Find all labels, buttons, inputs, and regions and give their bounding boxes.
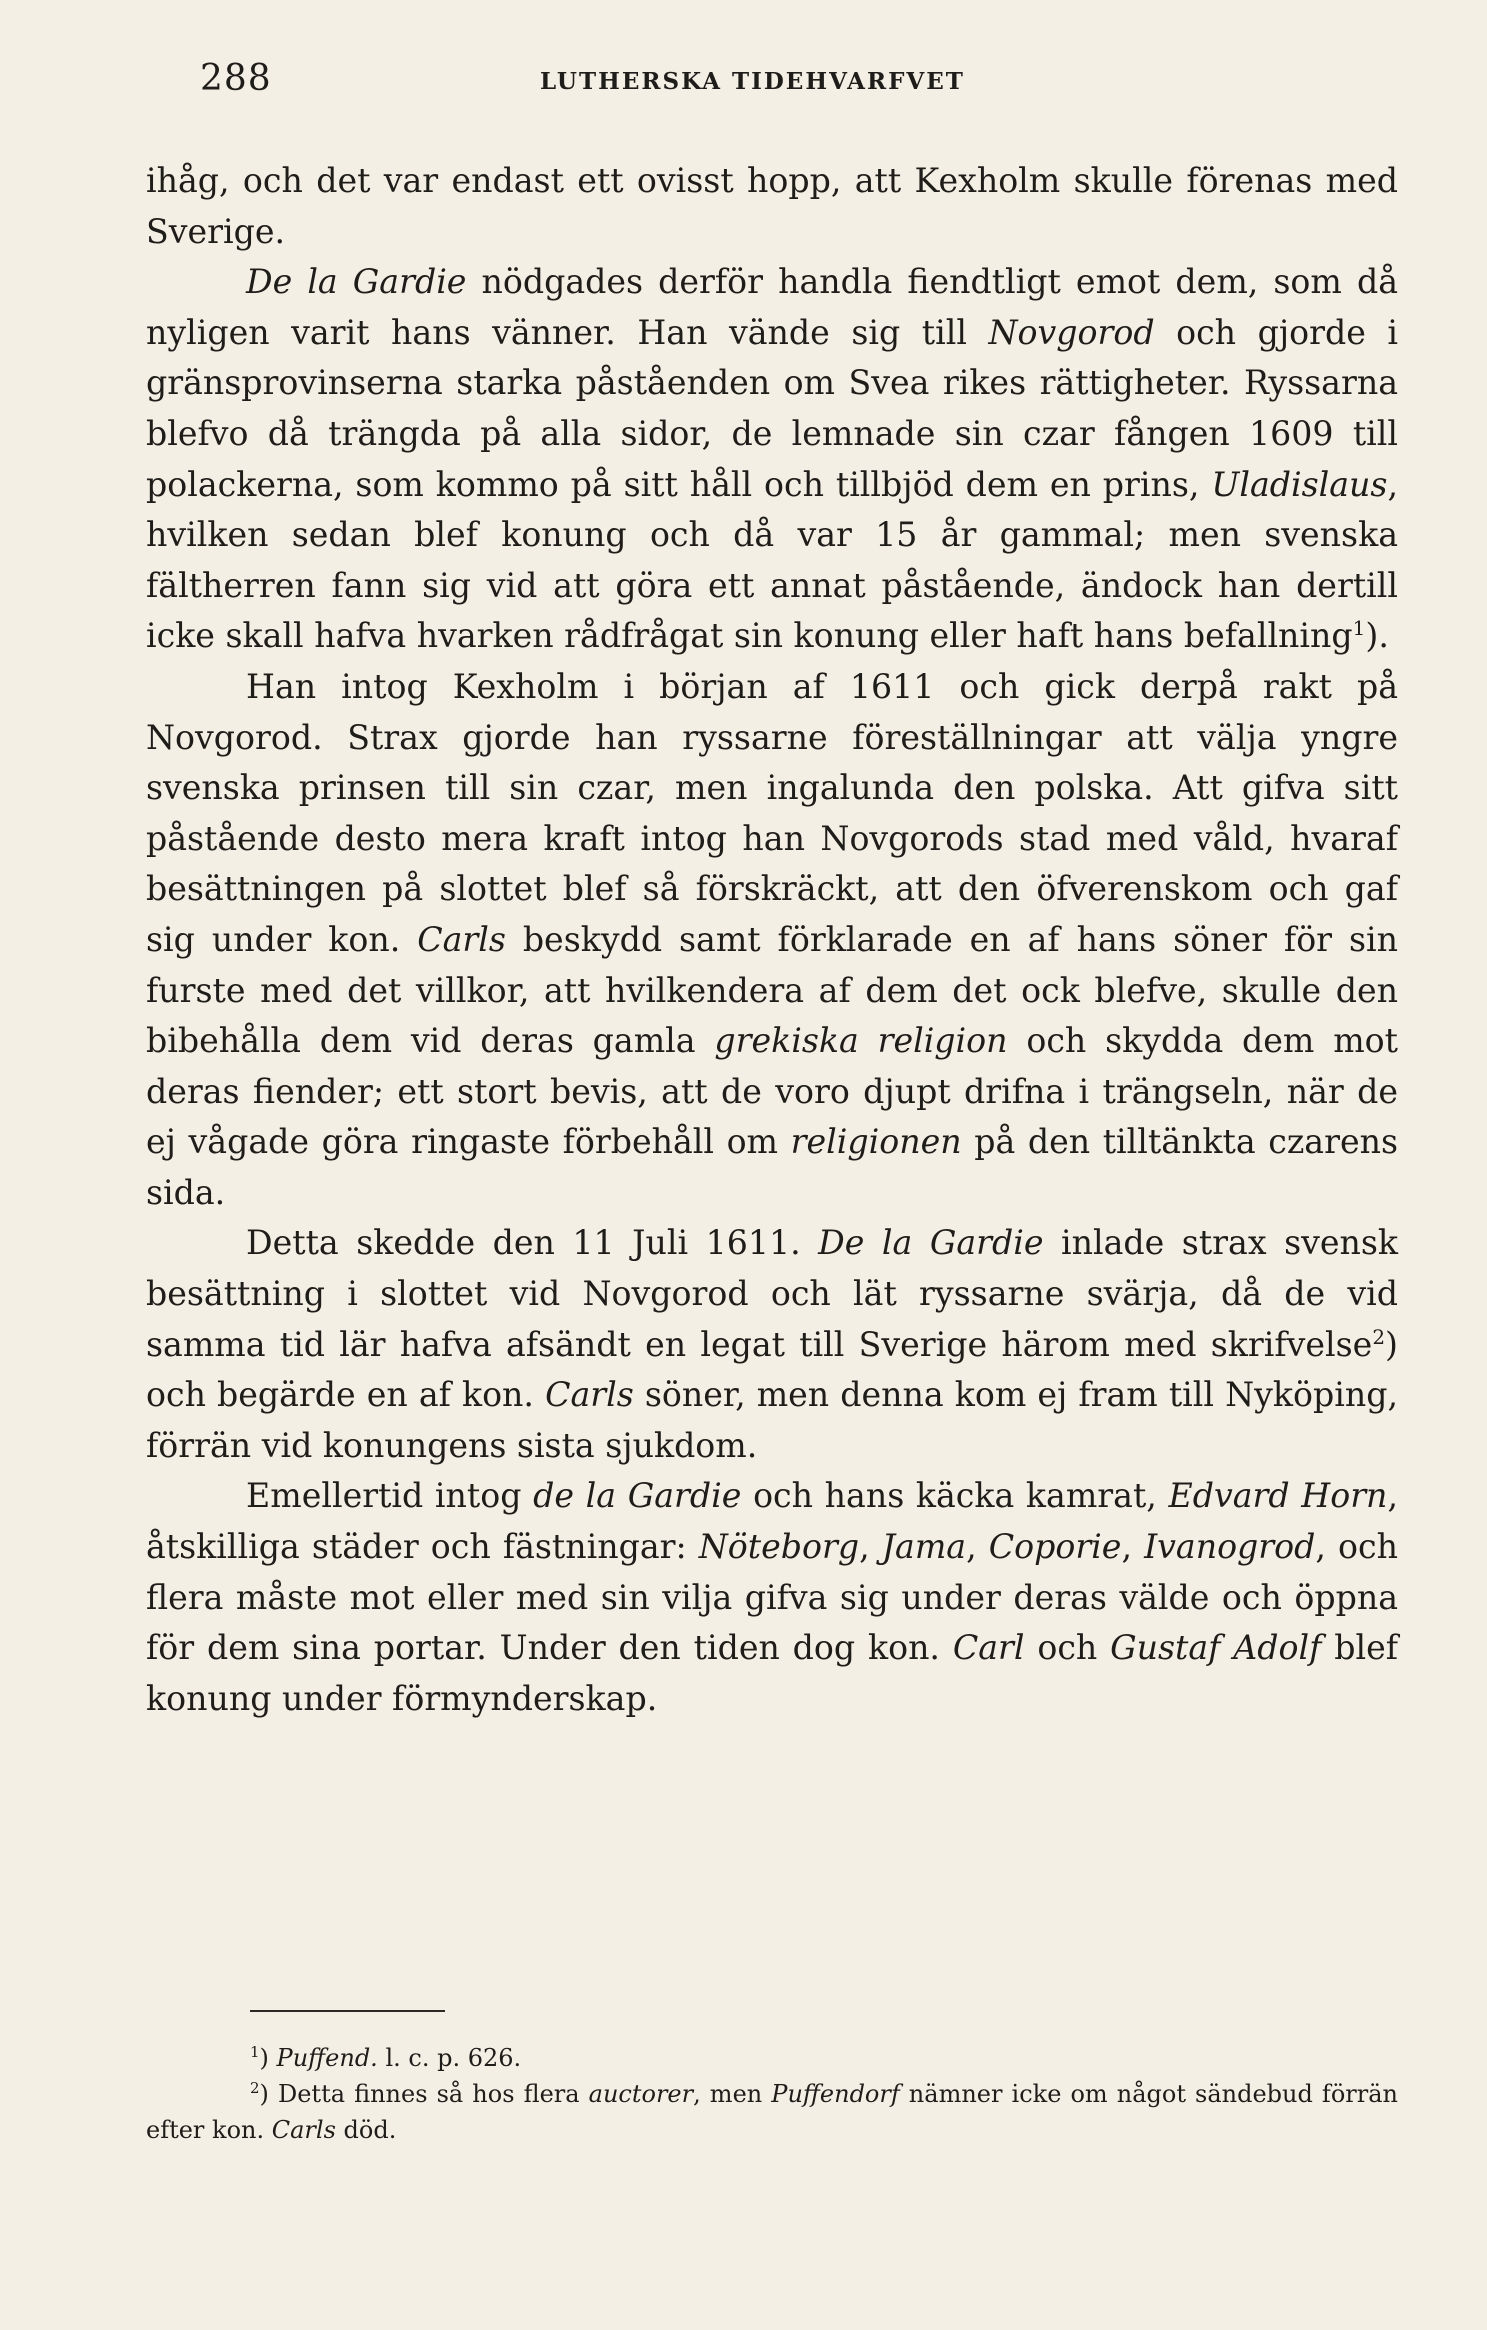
text-run: och skydda dem mot deras fiender; ett stort bevis, att de voro djupt drifna i trängseln, när de ej vågade göra ringaste förbehåll om <box>146 1021 1398 1162</box>
italic-text: Uladislaus <box>1211 464 1388 504</box>
body-text <box>146 156 1398 1724</box>
text-run: inlade strax svensk besättning i slottet vid Novgorod och lät ryssarne svärja, då de vid samma tid lär hafva afsändt en legat till Sverige härom med skrifvelse <box>146 1223 1398 1364</box>
paragraph <box>146 156 1398 257</box>
text-run: ) <box>259 2044 277 2072</box>
italic-text: Nöteborg <box>698 1527 860 1567</box>
italic-text: Coporie <box>988 1527 1122 1567</box>
paragraph <box>146 662 1398 1219</box>
text-run: och <box>1024 1628 1111 1668</box>
italic-text: De la Gardie <box>246 262 467 302</box>
footnote-reference: 1 <box>1352 616 1366 641</box>
text-run: ) Detta finnes så hos flera <box>259 2080 589 2108</box>
italic-text: Carls <box>545 1375 634 1415</box>
page-header <box>200 58 1380 98</box>
footnote <box>146 2076 1398 2148</box>
italic-text: Carl <box>952 1628 1025 1668</box>
text-run: och gjorde i gränsprovinserna starka påståenden om Svea rikes rättigheter. Ryssarna blefvo då trängda på alla sidor, de lemnade sin czar fången 1609 till polackerna, som kommo på sitt håll och tillbjöd dem en prins, <box>146 312 1399 504</box>
text-run: , <box>859 1527 882 1567</box>
text-run: l. c. p. 626. <box>377 2044 522 2072</box>
text-run: , <box>1121 1527 1145 1567</box>
italic-text: grekiska religion <box>714 1021 1008 1061</box>
paragraph <box>146 1471 1398 1724</box>
text-run: , men <box>693 2080 772 2108</box>
text-run: , och flera måste mot eller med sin vilja gifva sig under deras välde och öppna för dem sina portar. Under den tiden dog kon. <box>146 1527 1398 1668</box>
italic-text: Ivanogrod <box>1144 1527 1316 1567</box>
text-run: söner, men denna kom ej fram till Nyköping, förrän vid konungens sista sjukdom. <box>146 1375 1398 1465</box>
italic-text: Carls <box>417 919 506 959</box>
text-run: död. <box>335 2116 397 2144</box>
paragraph <box>146 1218 1398 1471</box>
footnote-reference: 2 <box>1372 1324 1386 1349</box>
italic-text: Carls <box>271 2116 336 2144</box>
running-head: LUTHERSKA TIDEHVARFVET <box>540 68 965 95</box>
page-number: 288 <box>200 58 272 99</box>
italic-text: de la Gardie <box>533 1476 742 1516</box>
text-run: och hans käcka kamrat, <box>741 1476 1169 1516</box>
italic-text: Gustaf Adolf <box>1110 1628 1322 1668</box>
italic-text: De la Gardie <box>818 1223 1044 1263</box>
text-run: blef konung under förmynderskap. <box>146 1628 1398 1718</box>
text-run: på den tilltänkta czarens sida. <box>146 1122 1398 1212</box>
footnote <box>146 2040 1398 2076</box>
italic-text: Puffendorf <box>771 2080 900 2108</box>
italic-text: Puffend. <box>276 2044 378 2072</box>
text-run: nämner icke om något sändebud förrän efter kon. <box>146 2080 1398 2144</box>
text-run: Han intog Kexholm i början af 1611 och gick derpå rakt på Novgorod. Strax gjorde han ryssarne föreställningar att välja yngre svenska prinsen till sin czar, men ingalunda den polska. Att gifva sitt påstående desto mera kraft intog han Novgorods stad med våld, hvaraf besättningen på slottet blef så förskräckt, att den öfverenskom och gaf sig under kon. <box>146 666 1398 959</box>
text-run: , <box>966 1527 989 1567</box>
italic-text: Edvard Horn <box>1168 1476 1388 1516</box>
footnote-mark: 1 <box>250 2043 260 2061</box>
footnote-mark: 2 <box>250 2079 260 2097</box>
italic-text: religionen <box>790 1122 962 1162</box>
italic-text: Novgorod <box>988 312 1155 352</box>
text-run: ihåg, och det var endast ett ovisst hopp, att Kexholm skulle förenas med Sverige. <box>146 161 1398 251</box>
text-run: Emellertid intog <box>246 1476 534 1516</box>
text-run: , hvilken sedan blef konung och då var 15 år gammal; men svenska fältherren fann sig vid att göra ett annat påstående, ändock han dertill icke skall hafva hvarken rådfrågat sin konung eller haft hans befallning <box>146 464 1398 656</box>
italic-text: auctorer <box>588 2080 694 2108</box>
paragraph <box>146 257 1398 662</box>
italic-text: Jama <box>881 1527 967 1567</box>
text-run: beskydd samt förklarade en af hans söner för sin furste med det villkor, att hvilkendera af dem det ock blefve, skulle den bibehålla dem vid deras gamla <box>146 919 1398 1061</box>
text-run: , åtskilliga städer och fästningar: <box>146 1476 1398 1567</box>
text-run: ) och begärde en af kon. <box>146 1324 1398 1415</box>
footnote-divider <box>250 2010 445 2012</box>
text-run: Detta skedde den 11 Juli 1611. <box>246 1223 819 1263</box>
text-run: ). <box>1365 616 1389 656</box>
footnotes <box>146 2040 1398 2148</box>
text-run: nödgades derför handla fiendtligt emot dem, som då nyligen varit hans vänner. Han vände sig till <box>146 262 1398 352</box>
